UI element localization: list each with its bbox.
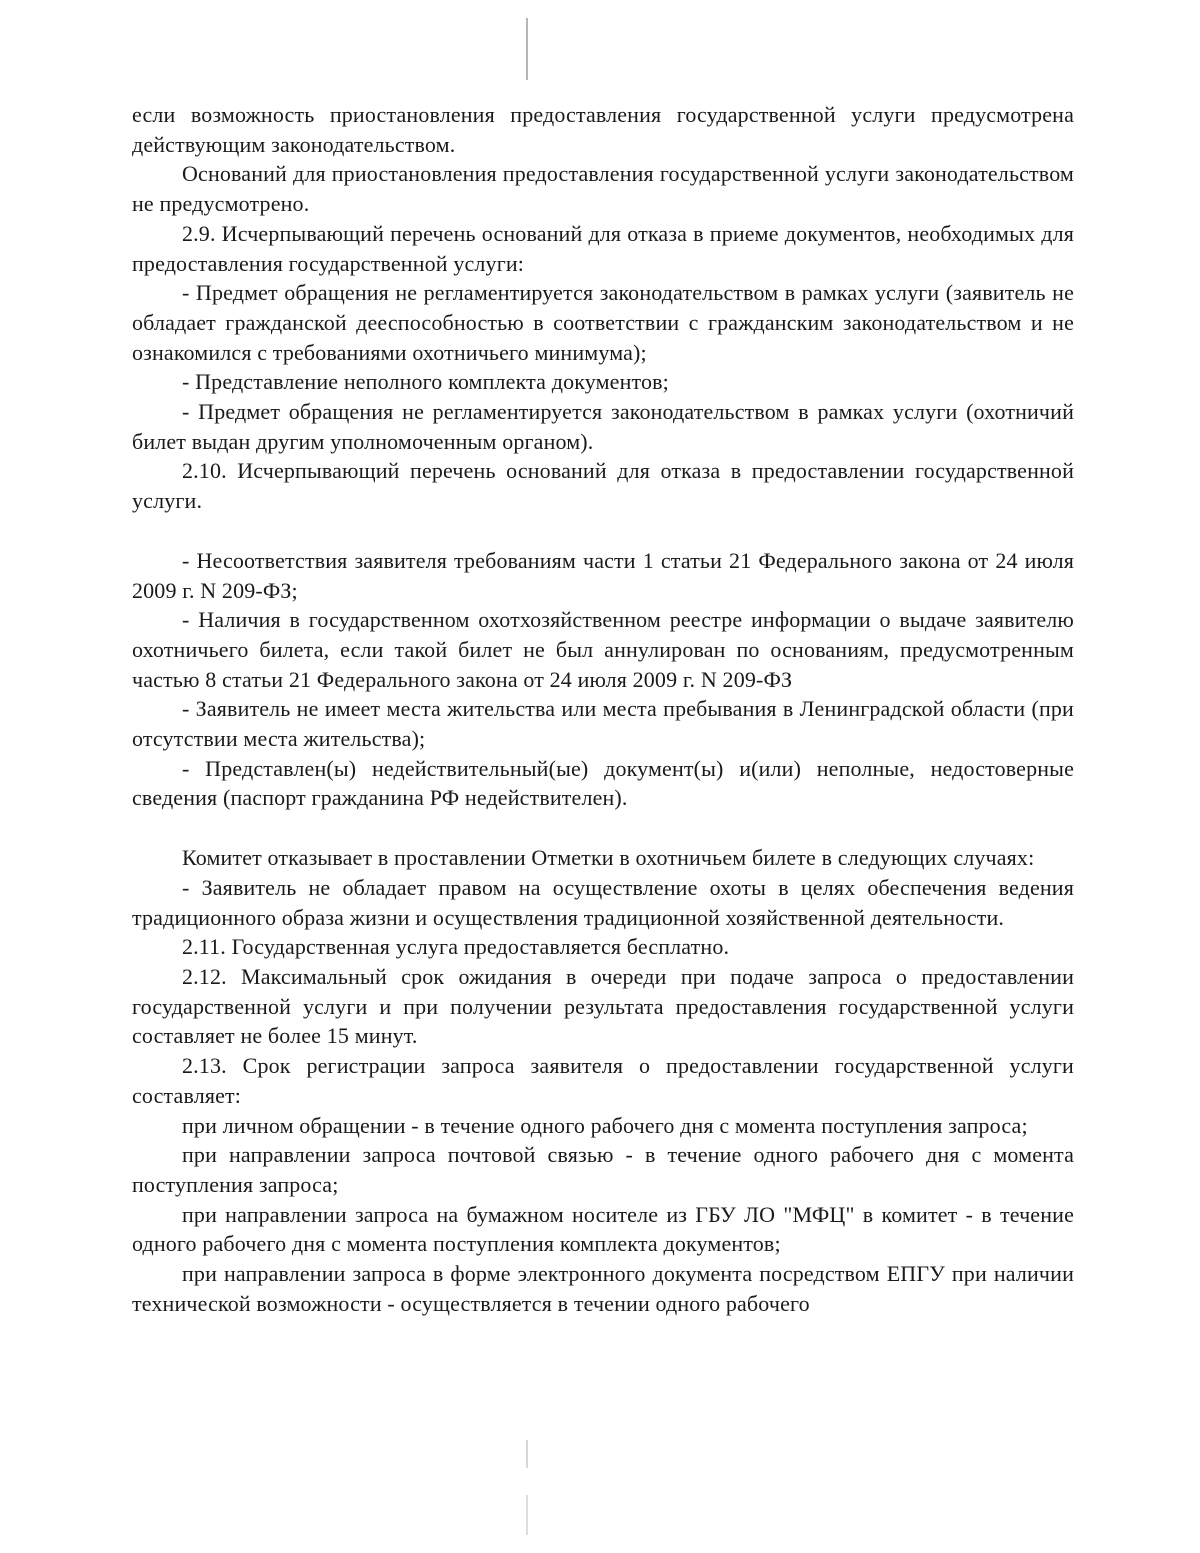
section-heading: 2.11. Государственная услуга предоставляется бесплатно.	[182, 934, 730, 960]
list-item: - Заявитель не обладает правом на осуществление охоты в целях обеспечения ведения традиционного образа жизни и осуществления традиционной хозяйственной деятельности.	[132, 874, 1074, 930]
paragraph: если возможность приостановления предоставления государственной услуги предусмотрена действующим законодательством.	[132, 102, 1074, 157]
scan-artifact-line	[526, 1440, 528, 1468]
list-item: - Представление неполного комплекта документов;	[182, 369, 669, 395]
section-heading: 2.12. Максимальный срок ожидания в очереди при подаче запроса о предоставлении государственной услуги и при получении результата предоставления государственной услуги составляет не более 15 минут.	[132, 963, 1074, 1049]
list-item: - Заявитель не имеет места жительства или места пребывания в Ленинградской области (при отсутствии места жительства);	[132, 696, 1074, 752]
paragraph: при направлении запроса на бумажном носителе из ГБУ ЛО "МФЦ" в комитет - в течение одного рабочего дня с момента поступления комплекта документов;	[132, 1201, 1074, 1257]
paragraph: при направлении запроса почтовой связью - в течение одного рабочего дня с момента поступления запроса;	[132, 1142, 1074, 1197]
section-heading: 2.10. Исчерпывающий перечень оснований для отказа в предоставлении государственной услуги.	[132, 458, 1074, 514]
list-item: - Представлен(ы) недействительный(ые) документ(ы) и(или) неполные, недостоверные сведения (паспорт гражданина РФ недействителен).	[132, 755, 1074, 811]
paragraph: Комитет отказывает в проставлении Отметки в охотничьем билете в следующих случаях:	[182, 845, 1035, 871]
paragraph: при направлении запроса в форме электронного документа посредством ЕПГУ при наличии технической возможности - осуществляется в течении одного рабочего	[132, 1261, 1074, 1316]
paragraph: Оснований для приостановления предоставления государственной услуги законодательством не предусмотрено.	[132, 161, 1074, 217]
list-item: - Несоответствия заявителя требованиям части 1 статьи 21 Федерального закона от 24 июля 2009 г. N 209-ФЗ;	[132, 547, 1074, 603]
scan-artifact-line	[526, 1495, 528, 1535]
section-heading: 2.13. Срок регистрации запроса заявителя о предоставлении государственной услуги составляет:	[132, 1053, 1074, 1108]
list-item: - Предмет обращения не регламентируется законодательством в рамках услуги (охотничий билет выдан другим уполномоченным органом).	[132, 399, 1074, 454]
spacer	[132, 813, 1074, 843]
scan-artifact-line	[526, 18, 528, 80]
spacer	[132, 516, 1074, 546]
list-item: - Наличия в государственном охотхозяйственном реестре информации о выдаче заявителю охотничьего билета, если такой билет не был аннулирован по основаниям, предусмотренным частью 8 статьи 21 Федерального закона от 24 июля 2009 г. N 209-ФЗ	[132, 607, 1074, 692]
document-body	[132, 100, 1074, 1318]
section-heading: 2.9. Исчерпывающий перечень оснований для отказа в приеме документов, необходимых для предоставления государственной услуги:	[132, 220, 1074, 276]
list-item: - Предмет обращения не регламентируется законодательством в рамках услуги (заявитель не обладает гражданской дееспособностью в соответствии с гражданским законодательством и не ознакомился с требованиями охотничьего минимума);	[132, 280, 1074, 365]
paragraph: при личном обращении - в течение одного рабочего дня с момента поступления запроса;	[182, 1112, 1028, 1138]
